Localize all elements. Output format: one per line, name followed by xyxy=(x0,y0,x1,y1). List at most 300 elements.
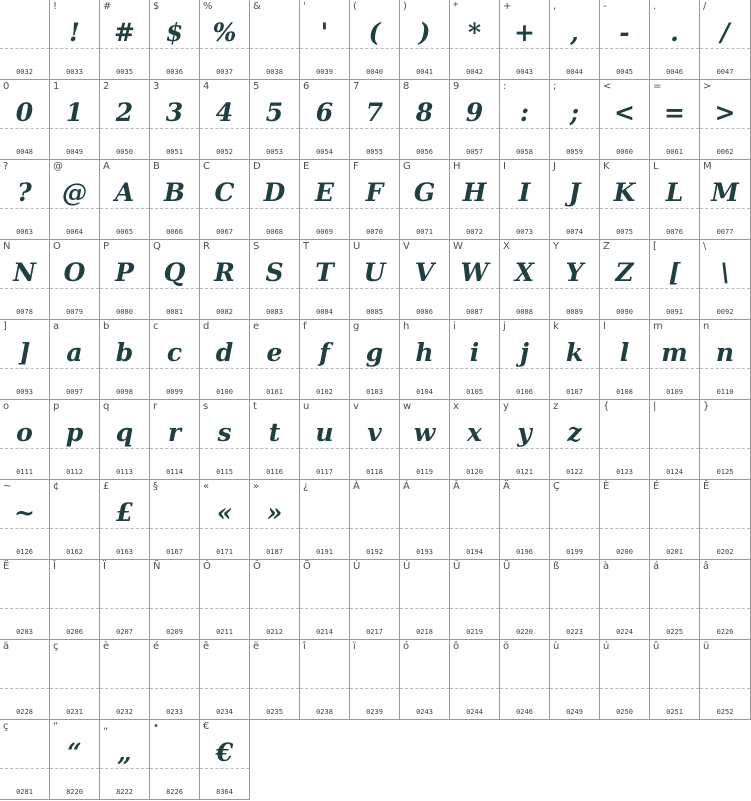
glyph-label: ô xyxy=(453,641,460,652)
baseline-guide xyxy=(300,528,349,529)
glyph-sample: J xyxy=(568,178,581,207)
glyph-code: 0232 xyxy=(116,708,133,716)
glyph-code: 0200 xyxy=(616,548,633,556)
baseline-guide xyxy=(650,608,699,609)
glyph-code: 0194 xyxy=(466,548,483,556)
glyph-sample: U xyxy=(363,258,386,287)
glyph-label: ù xyxy=(553,641,560,652)
glyph-cell xyxy=(500,240,550,320)
glyph-cell xyxy=(400,400,450,480)
glyph-code: 0042 xyxy=(466,68,483,76)
glyph-label: 3 xyxy=(153,81,160,92)
glyph-label: . xyxy=(653,1,657,12)
baseline-guide xyxy=(350,688,399,689)
glyph-sample: b xyxy=(115,338,134,367)
glyph-code: 0226 xyxy=(716,628,734,636)
glyph-code: 0076 xyxy=(666,228,683,236)
glyph-cell xyxy=(300,0,350,80)
glyph-cell xyxy=(50,240,100,320)
glyph-cell xyxy=(450,400,500,480)
glyph-label: g xyxy=(353,321,360,332)
glyph-code: 0090 xyxy=(616,308,633,316)
glyph-cell xyxy=(200,320,250,400)
glyph-cell xyxy=(200,640,250,720)
glyph-code: 0089 xyxy=(566,308,583,316)
glyph-code: 0049 xyxy=(66,148,83,156)
glyph-code: 0193 xyxy=(416,548,433,556)
glyph-cell xyxy=(700,160,751,240)
baseline-guide xyxy=(700,608,750,609)
glyph-sample: ) xyxy=(418,18,431,47)
glyph-label: K xyxy=(603,161,610,172)
baseline-guide xyxy=(500,528,549,529)
glyph-sample: m xyxy=(661,338,688,367)
glyph-label: ç xyxy=(3,721,9,732)
baseline-guide xyxy=(650,448,699,449)
glyph-sample: B xyxy=(163,178,186,207)
glyph-sample: % xyxy=(212,18,237,47)
glyph-label: Ô xyxy=(253,561,261,572)
glyph-cell xyxy=(700,0,751,80)
baseline-guide xyxy=(400,688,449,689)
baseline-guide xyxy=(50,688,99,689)
glyph-label: q xyxy=(103,401,110,412)
glyph-cell xyxy=(50,480,100,560)
glyph-cell xyxy=(650,0,700,80)
glyph-code: 0105 xyxy=(466,388,483,396)
glyph-code: 0125 xyxy=(716,468,734,476)
glyph-sample: Y xyxy=(565,258,584,287)
glyph-code: 0209 xyxy=(166,628,183,636)
glyph-cell xyxy=(700,240,751,320)
glyph-cell xyxy=(400,560,450,640)
glyph-cell xyxy=(550,560,600,640)
glyph-sample: $ xyxy=(165,18,184,47)
glyph-label: M xyxy=(703,161,712,172)
glyph-label: s xyxy=(203,401,209,412)
glyph-code: 0101 xyxy=(266,388,283,396)
glyph-sample: 2 xyxy=(115,98,134,127)
glyph-cell xyxy=(550,0,600,80)
glyph-label: a xyxy=(53,321,60,332)
glyph-cell xyxy=(150,400,200,480)
glyph-sample: ] xyxy=(18,338,31,367)
glyph-code: 0100 xyxy=(216,388,233,396)
glyph-cell xyxy=(200,80,250,160)
glyph-label: + xyxy=(503,1,512,12)
glyph-code: 0108 xyxy=(616,388,633,396)
glyph-label: 6 xyxy=(303,81,310,92)
glyph-code: 0116 xyxy=(266,468,283,476)
glyph-cell xyxy=(600,240,650,320)
baseline-guide xyxy=(700,688,750,689)
baseline-guide xyxy=(500,608,549,609)
glyph-code: 0066 xyxy=(166,228,183,236)
glyph-sample: , xyxy=(570,18,579,47)
glyph-label: , xyxy=(553,1,557,12)
glyph-code: 0063 xyxy=(16,228,33,236)
glyph-label: W xyxy=(453,241,463,252)
baseline-guide xyxy=(650,528,699,529)
glyph-code: 0086 xyxy=(416,308,433,316)
glyph-label: 2 xyxy=(103,81,110,92)
glyph-cell xyxy=(50,640,100,720)
glyph-code: 0163 xyxy=(116,548,133,556)
glyph-code: 0056 xyxy=(416,148,433,156)
glyph-code: 0250 xyxy=(616,708,633,716)
glyph-sample: 3 xyxy=(165,98,184,127)
glyph-cell xyxy=(0,480,50,560)
glyph-code: 0228 xyxy=(16,708,33,716)
glyph-sample: p xyxy=(65,418,84,447)
glyph-code: 0117 xyxy=(316,468,333,476)
glyph-code: 0080 xyxy=(116,308,133,316)
glyph-code: 0251 xyxy=(666,708,683,716)
glyph-cell xyxy=(600,480,650,560)
glyph-sample: O xyxy=(63,258,86,287)
glyph-label: b xyxy=(103,321,110,332)
glyph-code: 8226 xyxy=(166,788,183,796)
glyph-label: Z xyxy=(603,241,610,252)
glyph-code: 0050 xyxy=(116,148,133,156)
glyph-code: 0112 xyxy=(66,468,83,476)
glyph-code: 0119 xyxy=(416,468,433,476)
baseline-guide xyxy=(600,608,649,609)
glyph-label: ä xyxy=(3,641,10,652)
glyph-label: x xyxy=(453,401,459,412)
glyph-sample: k xyxy=(565,338,584,367)
glyph-code: 0239 xyxy=(366,708,383,716)
glyph-cell xyxy=(550,160,600,240)
baseline-guide xyxy=(250,48,299,49)
glyph-code: 0051 xyxy=(166,148,183,156)
glyph-code: 0033 xyxy=(66,68,83,76)
glyph-cell xyxy=(250,400,300,480)
glyph-cell xyxy=(500,80,550,160)
baseline-guide xyxy=(300,688,349,689)
glyph-code: 0092 xyxy=(716,308,734,316)
glyph-code: 0040 xyxy=(366,68,383,76)
glyph-sample: > xyxy=(714,98,736,127)
glyph-sample: . xyxy=(670,18,679,47)
glyph-code: 0217 xyxy=(366,628,383,636)
glyph-cell xyxy=(400,0,450,80)
glyph-cell xyxy=(450,320,500,400)
glyph-sample: : xyxy=(519,98,530,127)
glyph-label: Ù xyxy=(353,561,361,572)
glyph-code: 0082 xyxy=(216,308,233,316)
glyph-code: 0187 xyxy=(266,548,283,556)
glyph-cell xyxy=(50,0,100,80)
glyph-sample: « xyxy=(216,498,233,527)
glyph-cell xyxy=(300,80,350,160)
glyph-sample: I xyxy=(518,178,531,207)
glyph-code: 0069 xyxy=(316,228,333,236)
glyph-cell xyxy=(300,480,350,560)
glyph-label: 4 xyxy=(203,81,210,92)
glyph-code: 0120 xyxy=(466,468,483,476)
glyph-code: 0036 xyxy=(166,68,183,76)
glyph-label: „ xyxy=(103,721,109,732)
glyph-cell xyxy=(250,640,300,720)
glyph-sample: £ xyxy=(115,498,134,527)
glyph-cell xyxy=(600,560,650,640)
glyph-label: ö xyxy=(503,641,510,652)
glyph-code: 0123 xyxy=(616,468,633,476)
glyph-cell xyxy=(500,560,550,640)
glyph-label: * xyxy=(453,1,458,12)
glyph-code: 0072 xyxy=(466,228,483,236)
glyph-cell xyxy=(650,400,700,480)
glyph-cell xyxy=(350,480,400,560)
glyph-code: 0046 xyxy=(666,68,683,76)
glyph-code: 0052 xyxy=(216,148,233,156)
glyph-cell xyxy=(450,160,500,240)
glyph-label: n xyxy=(703,321,710,332)
glyph-sample: ? xyxy=(17,178,32,207)
glyph-label: Ó xyxy=(203,561,211,572)
glyph-code: 0088 xyxy=(516,308,533,316)
glyph-label: Ü xyxy=(503,561,511,572)
glyph-cell xyxy=(500,0,550,80)
glyph-label: X xyxy=(503,241,510,252)
glyph-sample: R xyxy=(214,258,235,287)
baseline-guide xyxy=(0,608,49,609)
baseline-guide xyxy=(600,528,649,529)
glyph-cell xyxy=(550,400,600,480)
glyph-label: ( xyxy=(353,1,357,12)
glyph-code: 0048 xyxy=(16,148,33,156)
glyph-label: C xyxy=(203,161,210,172)
glyph-code: 0107 xyxy=(566,388,583,396)
glyph-cell xyxy=(200,160,250,240)
glyph-cell xyxy=(50,160,100,240)
glyph-sample: [ xyxy=(668,258,681,287)
glyph-sample: i xyxy=(469,338,480,367)
glyph-sample: C xyxy=(214,178,235,207)
glyph-label: « xyxy=(203,481,210,492)
glyph-label: ! xyxy=(53,1,58,12)
glyph-label: Ö xyxy=(303,561,311,572)
glyph-sample: v xyxy=(367,418,382,447)
glyph-label: { xyxy=(603,401,610,412)
glyph-sample: @ xyxy=(62,178,87,207)
glyph-label: ¿ xyxy=(303,481,309,492)
glyph-sample: W xyxy=(460,258,489,287)
glyph-code: 0109 xyxy=(666,388,683,396)
glyph-sample: x xyxy=(467,418,482,447)
glyph-sample: X xyxy=(514,258,535,287)
glyph-label: T xyxy=(303,241,310,252)
glyph-code: 0102 xyxy=(316,388,333,396)
glyph-code: 0043 xyxy=(516,68,533,76)
glyph-cell xyxy=(0,0,50,80)
glyph-label: # xyxy=(103,1,112,12)
glyph-label: U xyxy=(353,241,361,252)
glyph-label: Ä xyxy=(503,481,510,492)
glyph-sample: \ xyxy=(720,258,730,287)
glyph-label: H xyxy=(453,161,461,172)
glyph-code: 0192 xyxy=(366,548,383,556)
glyph-code: 0067 xyxy=(216,228,233,236)
glyph-code: 0070 xyxy=(366,228,383,236)
glyph-code: 0065 xyxy=(116,228,133,236)
glyph-code: 0219 xyxy=(466,628,483,636)
glyph-label: 8 xyxy=(403,81,410,92)
glyph-code: 0231 xyxy=(66,708,83,716)
baseline-guide xyxy=(350,528,399,529)
baseline-guide xyxy=(0,688,49,689)
glyph-label: f xyxy=(303,321,307,332)
glyph-cell xyxy=(450,80,500,160)
glyph-code: 0110 xyxy=(716,388,734,396)
glyph-sample: w xyxy=(413,418,436,447)
baseline-guide xyxy=(500,688,549,689)
glyph-label: “ xyxy=(53,721,59,732)
glyph-cell xyxy=(250,0,300,80)
glyph-label: € xyxy=(203,721,210,732)
glyph-code: 0211 xyxy=(216,628,233,636)
glyph-label: û xyxy=(653,641,660,652)
glyph-sample: V xyxy=(414,258,435,287)
glyph-sample: „ xyxy=(117,738,132,767)
glyph-cell xyxy=(400,640,450,720)
glyph-code: 0055 xyxy=(366,148,383,156)
baseline-guide xyxy=(400,528,449,529)
glyph-code: 0038 xyxy=(266,68,283,76)
glyph-sample: Q xyxy=(163,258,186,287)
glyph-label: Â xyxy=(453,481,460,492)
glyph-label: / xyxy=(703,1,707,12)
glyph-cell xyxy=(400,240,450,320)
glyph-code: 0098 xyxy=(116,388,133,396)
glyph-label: u xyxy=(303,401,310,412)
glyph-code: 0104 xyxy=(416,388,433,396)
glyph-code: 0121 xyxy=(516,468,533,476)
glyph-cell xyxy=(350,320,400,400)
glyph-code: 0214 xyxy=(316,628,333,636)
glyph-cell xyxy=(150,720,200,800)
glyph-label: ç xyxy=(53,641,59,652)
glyph-code: 0234 xyxy=(216,708,233,716)
glyph-sample: * xyxy=(467,18,482,47)
glyph-sample: N xyxy=(13,258,36,287)
glyph-code: 0126 xyxy=(16,548,33,556)
glyph-code: 0044 xyxy=(566,68,583,76)
glyph-code: 0249 xyxy=(566,708,583,716)
baseline-guide xyxy=(150,768,199,769)
glyph-sample: L xyxy=(665,178,684,207)
glyph-code: 0106 xyxy=(516,388,533,396)
baseline-guide xyxy=(200,608,249,609)
glyph-sample: “ xyxy=(67,738,82,767)
glyph-cell xyxy=(300,640,350,720)
glyph-sample: g xyxy=(365,338,384,367)
glyph-cell xyxy=(150,0,200,80)
glyph-cell xyxy=(300,240,350,320)
glyph-code: 0075 xyxy=(616,228,633,236)
glyph-code: 0081 xyxy=(166,308,183,316)
glyph-label: ] xyxy=(3,321,7,332)
glyph-code: 0060 xyxy=(616,148,633,156)
glyph-label: i xyxy=(453,321,456,332)
glyph-code: 0224 xyxy=(616,628,633,636)
baseline-guide xyxy=(50,528,99,529)
baseline-guide xyxy=(400,608,449,609)
glyph-cell xyxy=(600,160,650,240)
baseline-guide xyxy=(600,448,649,449)
glyph-code: 0246 xyxy=(516,708,533,716)
glyph-code: 0115 xyxy=(216,468,233,476)
glyph-label: ê xyxy=(203,641,210,652)
glyph-code: 8220 xyxy=(66,788,83,796)
glyph-cell xyxy=(0,240,50,320)
glyph-code: 0079 xyxy=(66,308,83,316)
glyph-sample: d xyxy=(215,338,234,367)
glyph-cell xyxy=(100,320,150,400)
glyph-code: 0199 xyxy=(566,548,583,556)
glyph-cell xyxy=(250,480,300,560)
glyph-label: - xyxy=(603,1,607,12)
glyph-cell xyxy=(550,240,600,320)
glyph-sample: / xyxy=(720,18,730,47)
glyph-label: P xyxy=(103,241,110,252)
glyph-cell xyxy=(200,0,250,80)
glyph-label: z xyxy=(553,401,559,412)
baseline-guide xyxy=(350,608,399,609)
glyph-sample: 1 xyxy=(65,98,84,127)
glyph-cell xyxy=(650,240,700,320)
glyph-label: R xyxy=(203,241,210,252)
baseline-guide xyxy=(150,688,199,689)
glyph-label: o xyxy=(3,401,10,412)
glyph-code: 0252 xyxy=(716,708,734,716)
glyph-label: L xyxy=(653,161,659,172)
glyph-cell xyxy=(200,720,250,800)
glyph-label: E xyxy=(303,161,310,172)
glyph-code: 0064 xyxy=(66,228,83,236)
glyph-sample: h xyxy=(415,338,434,367)
glyph-code: 0233 xyxy=(166,708,183,716)
glyph-cell xyxy=(100,400,150,480)
glyph-cell xyxy=(150,640,200,720)
glyph-cell xyxy=(400,480,450,560)
glyph-label: y xyxy=(503,401,509,412)
glyph-label: v xyxy=(353,401,359,412)
glyph-cell xyxy=(700,560,751,640)
glyph-label: N xyxy=(3,241,11,252)
glyph-sample: l xyxy=(619,338,630,367)
glyph-cell xyxy=(350,560,400,640)
glyph-code: 0203 xyxy=(16,628,33,636)
glyph-code: 0041 xyxy=(416,68,433,76)
glyph-label: l xyxy=(603,321,606,332)
glyph-cell xyxy=(650,320,700,400)
glyph-sample: y xyxy=(517,418,532,447)
glyph-code: 8222 xyxy=(116,788,133,796)
glyph-code: 0114 xyxy=(166,468,183,476)
glyph-label: r xyxy=(153,401,158,412)
glyph-label: è xyxy=(103,641,110,652)
glyph-code: 0062 xyxy=(716,148,734,156)
glyph-code: 0077 xyxy=(716,228,734,236)
glyph-sample: z xyxy=(567,418,582,447)
glyph-cell xyxy=(500,160,550,240)
glyph-sample: e xyxy=(266,338,283,367)
glyph-code: 0206 xyxy=(66,628,83,636)
glyph-cell xyxy=(250,160,300,240)
glyph-label: ë xyxy=(253,641,260,652)
